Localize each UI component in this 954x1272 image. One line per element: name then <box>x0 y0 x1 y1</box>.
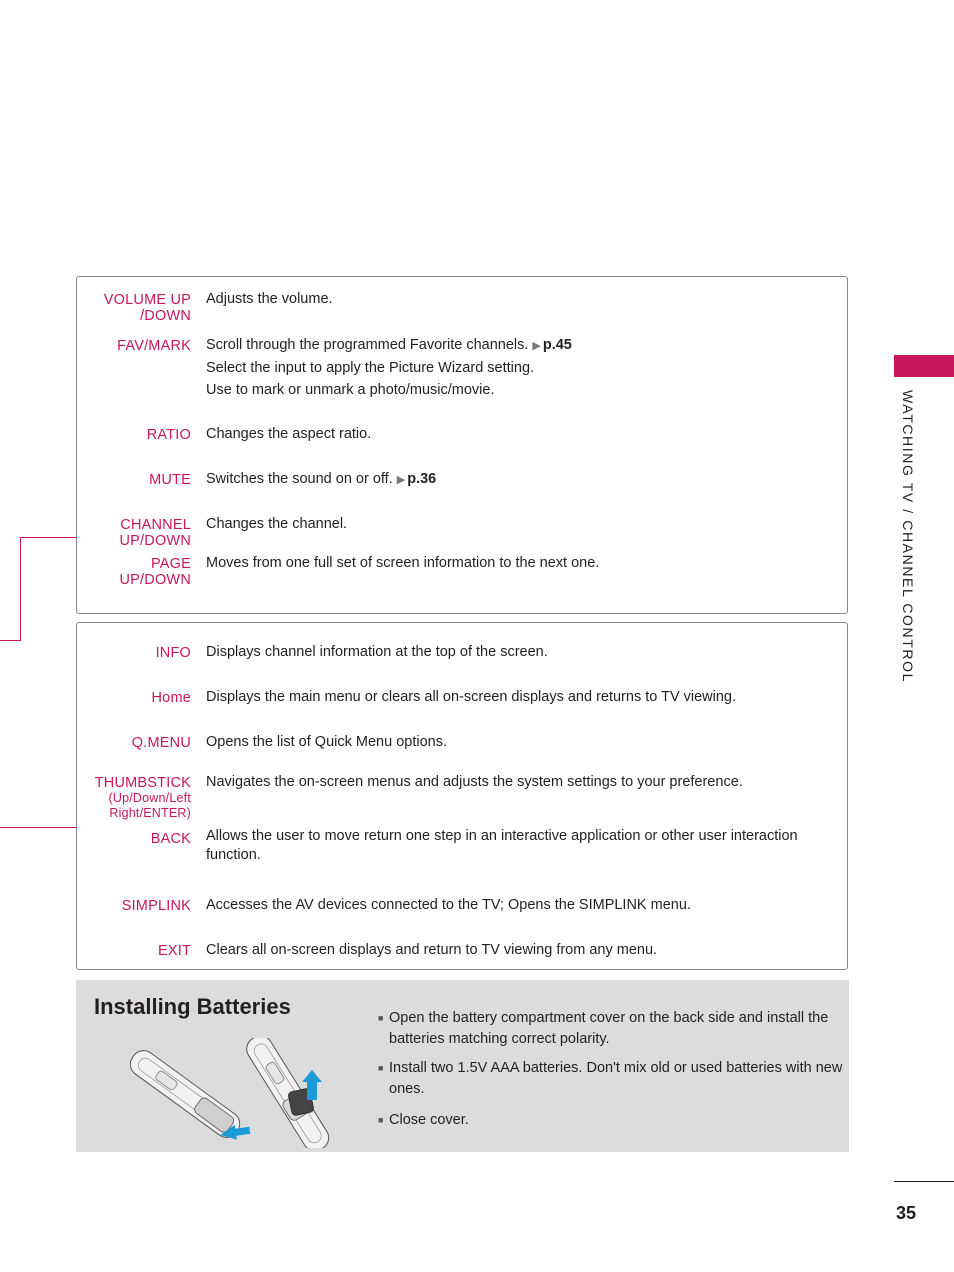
page-number: 35 <box>896 1203 917 1223</box>
description-line: Displays channel information at the top of the screen. <box>206 644 548 660</box>
key-label <box>61 645 191 661</box>
connector-line <box>0 827 76 828</box>
description-line: Clears all on-screen displays and return to TV viewing from any menu. <box>206 942 658 958</box>
key-description <box>206 288 838 310</box>
key-description <box>206 513 838 535</box>
remote-control-icon <box>126 1046 245 1142</box>
key-label-line: VOLUME UP <box>103 292 191 308</box>
page-reference-link[interactable]: p.45 <box>542 337 572 353</box>
description-line: Select the input to apply the Picture Wizard setting. <box>206 360 535 376</box>
key-sublabel-line: Right/ENTER) <box>109 806 191 820</box>
square-bullet-icon: ■ <box>378 1115 384 1125</box>
key-sublabel-line: (Up/Down/Left <box>108 791 191 805</box>
remote-control-icon <box>242 1038 333 1148</box>
key-label-line: FAV/MARK <box>117 338 191 354</box>
key-label <box>61 517 191 549</box>
step-text: Close cover. <box>389 1112 469 1128</box>
key-label-line: BACK <box>150 831 191 847</box>
key-label-line: UP/DOWN <box>119 572 191 588</box>
key-label-line: /DOWN <box>140 308 191 324</box>
key-label-line: MUTE <box>149 472 191 488</box>
connector-line <box>0 640 21 641</box>
triangle-right-icon: ▶ <box>532 340 541 352</box>
key-label-line: PAGE <box>150 556 191 572</box>
key-label-line: INFO <box>155 645 191 661</box>
key-label-line: Home <box>151 690 191 706</box>
key-label <box>61 338 191 354</box>
key-label-line: RATIO <box>146 427 191 443</box>
list-item <box>378 1058 846 1100</box>
key-label <box>61 690 191 706</box>
key-description <box>206 641 838 663</box>
description-line: Navigates the on-screen menus and adjusts the system settings to your preference. <box>206 774 743 790</box>
description-line: Changes the channel. <box>206 516 348 532</box>
section-tab-marker <box>894 355 954 377</box>
button-reference-box-1 <box>76 276 848 614</box>
description-line: Opens the list of Quick Menu options. <box>206 734 447 750</box>
list-item <box>378 1110 846 1131</box>
section-side-label: WATCHING TV / CHANNEL CONTROL <box>900 390 916 683</box>
key-label-line: UP/DOWN <box>119 533 191 549</box>
key-description <box>206 334 838 401</box>
button-reference-box-2 <box>76 622 848 970</box>
description-line: Displays the main menu or clears all on-screen displays and returns to TV viewing. <box>206 689 737 705</box>
key-label-line: EXIT <box>157 943 191 959</box>
connector-line <box>20 537 21 641</box>
key-label <box>61 775 191 821</box>
installing-batteries-panel <box>76 980 849 1152</box>
key-description <box>206 894 838 916</box>
key-label <box>61 556 191 588</box>
key-description <box>206 552 838 574</box>
key-description <box>206 686 838 708</box>
description-line: Accesses the AV devices connected to the TV; Opens the SIMPLINK menu. <box>206 897 691 913</box>
remote-battery-illustration <box>124 1038 384 1148</box>
key-description <box>206 827 838 865</box>
key-label <box>61 943 191 959</box>
battery-steps-list <box>378 1008 846 1139</box>
key-label <box>61 831 191 847</box>
key-label-line: CHANNEL <box>120 517 191 533</box>
description-line: Allows the user to move return one step in an interactive application or other user interaction function. <box>206 828 798 863</box>
key-label <box>61 472 191 488</box>
key-description <box>206 771 838 793</box>
key-description <box>206 939 838 961</box>
key-label <box>61 292 191 324</box>
triangle-right-icon: ▶ <box>396 474 406 486</box>
description-line: Use to mark or unmark a photo/music/movie. <box>206 382 495 398</box>
key-label <box>61 427 191 443</box>
key-label <box>61 735 191 751</box>
key-label <box>61 898 191 914</box>
description-line: Moves from one full set of screen information to the next one. <box>206 555 600 571</box>
key-label-line: THUMBSTICK <box>94 775 191 791</box>
description-line: Adjusts the volume. <box>206 291 333 307</box>
description-line <box>206 468 838 491</box>
list-item <box>378 1008 846 1050</box>
step-text: Open the battery compartment cover on the back side and install the batteries matching correct polarity. <box>389 1010 829 1047</box>
key-label-line: SIMPLINK <box>121 898 191 914</box>
description-line: Changes the aspect ratio. <box>206 426 372 442</box>
section-title: Installing Batteries <box>94 994 291 1019</box>
square-bullet-icon: ■ <box>378 1063 384 1073</box>
page-number-rule <box>894 1181 954 1182</box>
key-description <box>206 731 838 753</box>
page-reference-link[interactable]: p.36 <box>407 471 437 487</box>
key-description <box>206 468 838 491</box>
description-text: Scroll through the programmed Favorite channels. <box>206 337 529 353</box>
square-bullet-icon: ■ <box>378 1013 384 1023</box>
key-description <box>206 423 838 445</box>
description-text: Switches the sound on or off. <box>206 471 393 487</box>
step-text: Install two 1.5V AAA batteries. Don't mix old or used batteries with new ones. <box>389 1060 843 1097</box>
description-line <box>206 334 838 357</box>
key-label-line: Q.MENU <box>131 735 191 751</box>
